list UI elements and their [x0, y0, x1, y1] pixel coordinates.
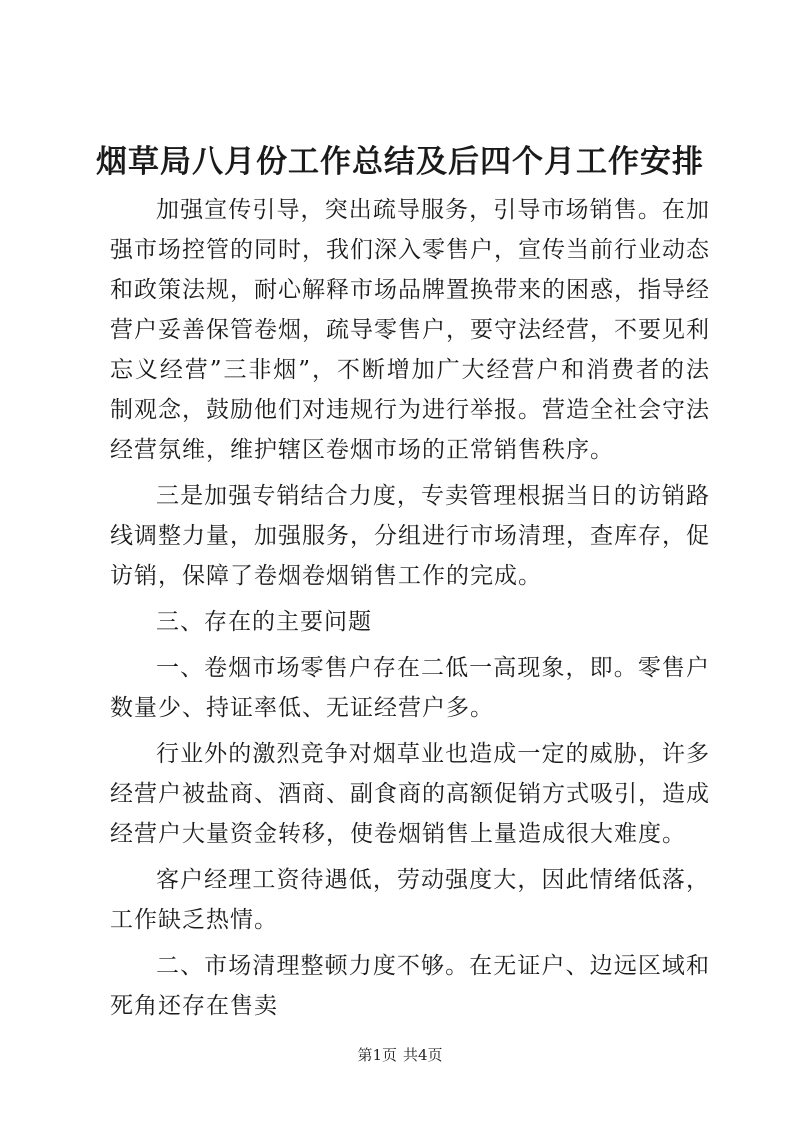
paragraph: 二、市场清理整顿力度不够。在无证户、边远区域和死角还存在售卖	[110, 953, 710, 1019]
page-total: 共4页	[403, 1046, 443, 1064]
document-body	[110, 190, 710, 1032]
paragraph: 客户经理工资待遇低，劳动强度大，因此情绪低落，工作缺乏热情。	[110, 867, 710, 933]
page-footer	[0, 1045, 800, 1065]
document-title: 烟草局八月份工作总结及后四个月工作安排	[96, 144, 704, 180]
section-heading: 三、存在的主要问题	[156, 609, 372, 635]
page-number: 第1页	[357, 1046, 397, 1064]
paragraph: 三是加强专销结合力度，专卖管理根据当日的访销路线调整力量，加强服务，分组进行市场清理，查库存，促访销，保障了卷烟卷烟销售工作的完成。	[110, 483, 710, 589]
paragraph: 一、卷烟市场零售户存在二低一高现象，即。零售户数量少、持证率低、无证经营户多。	[110, 655, 710, 721]
paragraph: 行业外的激烈竞争对烟草业也造成一定的威胁，许多经营户被盐商、酒商、副食商的高额促销方式吸引，造成经营户大量资金转移，使卷烟销售上量造成很大难度。	[110, 741, 710, 847]
paragraph: 加强宣传引导，突出疏导服务，引导市场销售。在加强市场控管的同时，我们深入零售户，宣传当前行业动态和政策法规，耐心解释市场品牌置换带来的困惑，指导经营户妥善保管卷烟，疏导零售户，要守法经营，不要见利忘义经营”三非烟”，不断增加广大经营户和消费者的法制观念，鼓励他们对违规行为进行举报。营造全社会守法经营氛维，维护辖区卷烟市场的正常销售秩序。	[110, 197, 710, 463]
